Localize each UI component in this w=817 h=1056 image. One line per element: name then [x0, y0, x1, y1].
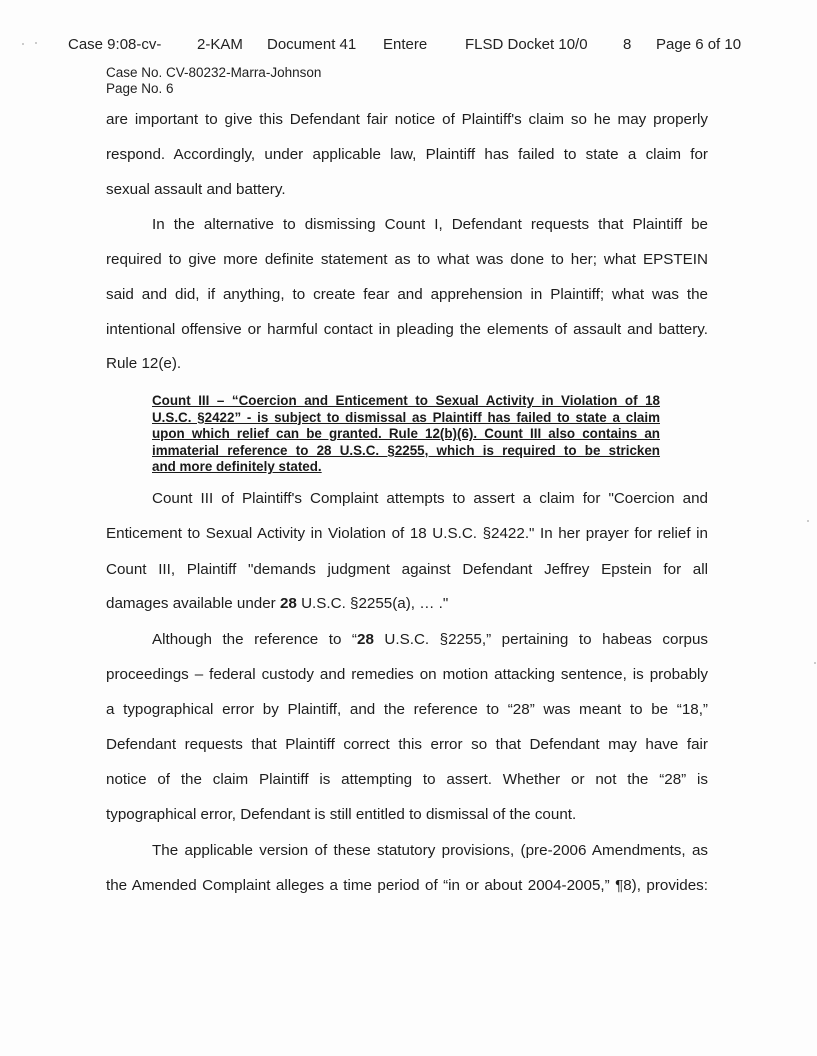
para1-line2: respond. Accordingly, under applicable law, Plaintiff has failed to state a claim for	[106, 146, 708, 163]
scan-speck	[814, 662, 816, 664]
header-case-suffix: 2-KAM	[197, 36, 243, 53]
para4-line1-bold: 28	[357, 631, 374, 648]
para1-line3: sexual assault and battery.	[106, 181, 286, 198]
para5-line1: The applicable version of these statutory provisions, (pre-2006 Amendments, as	[152, 842, 708, 859]
para3-line4	[106, 595, 708, 612]
para3-line3: Count III, Plaintiff "demands judgment against Defendant Jeffrey Epstein for all	[106, 561, 708, 578]
para3-line4-pre: damages available under	[106, 595, 280, 612]
para2-line2: required to give more definite statement as to what was done to her; what EPSTEIN	[106, 251, 708, 268]
para4-line3: a typographical error by Plaintiff, and the reference to “28” was meant to be “18,”	[106, 701, 708, 718]
para4-line1	[152, 631, 708, 648]
para3-line2: Enticement to Sexual Activity in Violation of 18 U.S.C. §2422." In her prayer for relief in	[106, 525, 708, 542]
page-number: Page No. 6	[106, 81, 174, 96]
case-number: Case No. CV-80232-Marra-Johnson	[106, 65, 322, 80]
para3-line1: Count III of Plaintiff's Complaint attempts to assert a claim for "Coercion and	[152, 490, 708, 507]
para4-line1-pre: Although the reference to “	[152, 631, 357, 648]
para2-line1: In the alternative to dismissing Count I, Defendant requests that Plaintiff be	[152, 216, 708, 233]
header-case-prefix: Case 9:08-cv-	[68, 36, 162, 53]
para4-line6: typographical error, Defendant is still entitled to dismissal of the count.	[106, 806, 577, 823]
header-entered: Entere	[383, 36, 428, 53]
header-page: Page 6 of 10	[656, 36, 742, 53]
para3-line4-post: U.S.C. §2255(a), … ."	[296, 595, 449, 612]
para4-line5: notice of the claim Plaintiff is attempting to assert. Whether or not the “28” is	[106, 771, 708, 788]
heading-line4: immaterial reference to 28 U.S.C. §2255, which is required to be stricken	[152, 442, 660, 458]
heading-line1: Count III – “Coercion and Enticement to Sexual Activity in Violation of 18	[152, 393, 660, 408]
para4-line4: Defendant requests that Plaintiff correct this error so that Defendant may have fair	[106, 736, 708, 753]
header-docket-end: 8	[623, 36, 632, 53]
scan-speck	[807, 520, 809, 522]
count-iii-heading	[152, 393, 660, 476]
para1-line1: are important to give this Defendant fair notice of Plaintiff's claim so he may properly	[106, 111, 708, 128]
para2-line3: said and did, if anything, to create fear and apprehension in Plaintiff; what was the	[106, 286, 708, 303]
para5-line2: the Amended Complaint alleges a time period of “in or about 2004-2005,” ¶8), provides:	[106, 877, 708, 894]
para3-line4-bold: 28	[279, 595, 297, 612]
heading-line5: and more definitely stated.	[152, 459, 322, 474]
para2-line4: intentional offensive or harmful contact in pleading the elements of assault and battery.	[106, 321, 708, 338]
header-docket: FLSD Docket 10/0	[465, 36, 588, 53]
case-info	[106, 65, 321, 97]
para4-line1-post: U.S.C. §2255,” pertaining to habeas corpus	[373, 631, 708, 648]
para2-line5: Rule 12(e).	[106, 355, 182, 372]
heading-line3: upon which relief can be granted. Rule 12(b)(6). Count III also contains an	[152, 426, 660, 441]
header-document: Document 41	[267, 36, 357, 53]
para4-line2: proceedings – federal custody and remedies on motion attacking sentence, is probably	[106, 666, 708, 683]
scan-speck	[22, 43, 24, 45]
scan-speck	[35, 42, 37, 44]
heading-line2: U.S.C. §2422” - is subject to dismissal as Plaintiff has failed to state a claim	[152, 409, 660, 425]
